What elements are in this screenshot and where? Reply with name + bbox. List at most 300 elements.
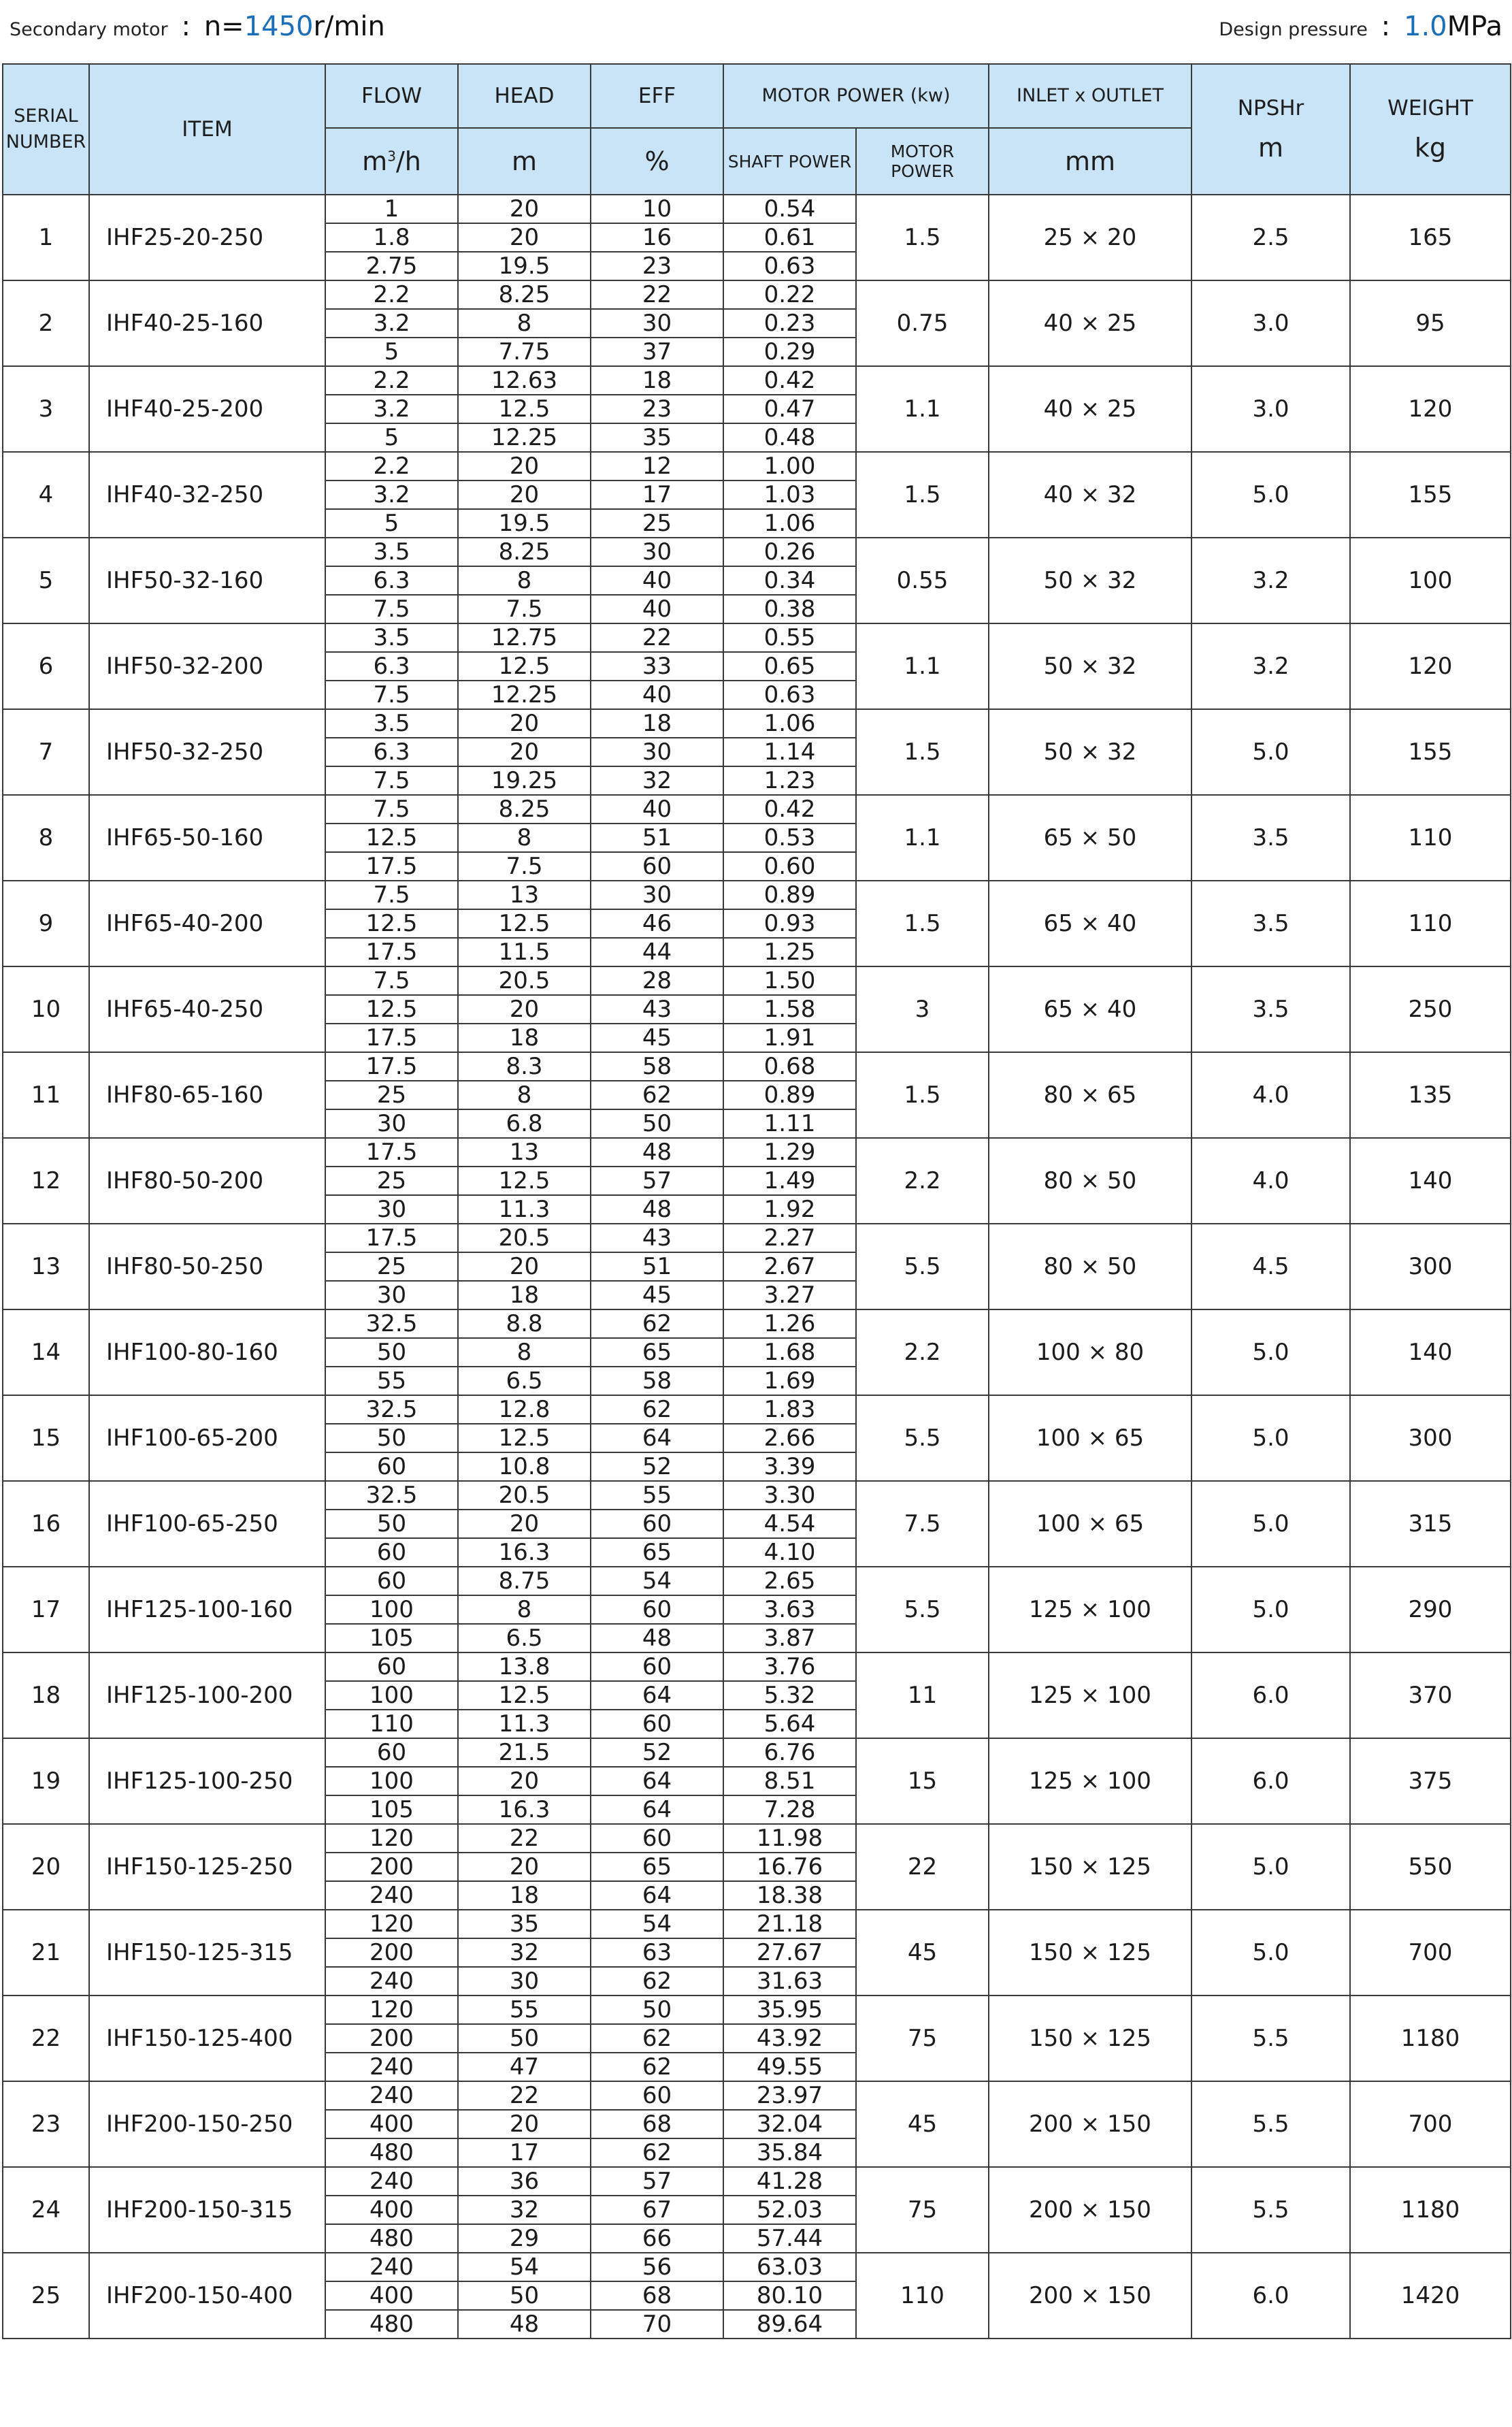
cell-head: 32	[458, 1938, 591, 1967]
cell-head: 20.5	[458, 1224, 591, 1252]
cell-motor-power: 7.5	[856, 1481, 989, 1567]
cell-head: 6.5	[458, 1367, 591, 1395]
cell-head: 19.5	[458, 252, 591, 280]
cell-head: 16.3	[458, 1538, 591, 1567]
cell-shaft-power: 0.38	[723, 595, 856, 623]
cell-inlet-outlet: 100 × 80	[989, 1309, 1191, 1395]
cell-weight: 155	[1350, 452, 1511, 538]
cell-head: 7.5	[458, 595, 591, 623]
table-row	[3, 1996, 1511, 2024]
cell-motor-power: 75	[856, 1996, 989, 2081]
cell-head: 12.5	[458, 395, 591, 423]
cell-weight: 315	[1350, 1481, 1511, 1567]
table-row	[3, 623, 1511, 652]
table-row	[3, 2081, 1511, 2110]
cell-npshr: 5.5	[1191, 1996, 1350, 2081]
cell-shaft-power: 3.87	[723, 1624, 856, 1652]
cell-shaft-power: 89.64	[723, 2310, 856, 2339]
cell-shaft-power: 3.39	[723, 1452, 856, 1481]
cell-head: 20	[458, 995, 591, 1024]
cell-shaft-power: 0.65	[723, 652, 856, 681]
cell-motor-power: 1.1	[856, 366, 989, 452]
cell-shaft-power: 3.76	[723, 1652, 856, 1681]
cell-eff: 51	[591, 824, 723, 852]
cell-serial-number: 8	[3, 795, 89, 881]
cell-serial-number: 7	[3, 709, 89, 795]
cell-inlet-outlet: 200 × 150	[989, 2253, 1191, 2339]
cell-item-model: IHF50-32-250	[89, 709, 325, 795]
cell-flow: 17.5	[325, 938, 458, 966]
table-row	[3, 1395, 1511, 1424]
cell-flow: 2.2	[325, 280, 458, 309]
cell-flow: 6.3	[325, 566, 458, 595]
cell-flow: 7.5	[325, 595, 458, 623]
cell-serial-number: 18	[3, 1652, 89, 1738]
design-pressure-label	[1219, 11, 1502, 42]
cell-eff: 28	[591, 966, 723, 995]
cell-flow: 3.2	[325, 480, 458, 509]
cell-shaft-power: 21.18	[723, 1910, 856, 1938]
cell-eff: 46	[591, 909, 723, 938]
pressure-unit: MPa	[1447, 11, 1502, 42]
cell-inlet-outlet: 200 × 150	[989, 2167, 1191, 2253]
cell-npshr: 5.5	[1191, 2167, 1350, 2253]
cell-flow: 100	[325, 1681, 458, 1710]
cell-weight: 550	[1350, 1824, 1511, 1910]
cell-head: 13	[458, 881, 591, 909]
cell-flow: 400	[325, 2196, 458, 2224]
table-row	[3, 1224, 1511, 1252]
cell-motor-power: 5.5	[856, 1224, 989, 1309]
cell-shaft-power: 1.50	[723, 966, 856, 995]
cell-eff: 64	[591, 1681, 723, 1710]
cell-weight: 700	[1350, 2081, 1511, 2167]
cell-head: 8	[458, 824, 591, 852]
cell-eff: 44	[591, 938, 723, 966]
cell-flow: 17.5	[325, 1024, 458, 1052]
cell-eff: 50	[591, 1109, 723, 1138]
cell-eff: 60	[591, 852, 723, 881]
cell-weight: 140	[1350, 1309, 1511, 1395]
cell-weight: 165	[1350, 195, 1511, 280]
cell-eff: 43	[591, 995, 723, 1024]
cell-motor-power: 2.2	[856, 1309, 989, 1395]
cell-flow: 17.5	[325, 1224, 458, 1252]
cell-flow: 240	[325, 1881, 458, 1910]
cell-serial-number: 2	[3, 280, 89, 366]
table-row	[3, 452, 1511, 480]
cell-eff: 65	[591, 1338, 723, 1367]
cell-flow: 25	[325, 1167, 458, 1195]
cell-shaft-power: 4.10	[723, 1538, 856, 1567]
cell-npshr: 4.0	[1191, 1052, 1350, 1138]
cell-head: 16.3	[458, 1795, 591, 1824]
cell-shaft-power: 0.63	[723, 252, 856, 280]
cell-inlet-outlet: 25 × 20	[989, 195, 1191, 280]
cell-flow: 5	[325, 338, 458, 366]
cell-item-model: IHF80-50-200	[89, 1138, 325, 1224]
cell-eff: 30	[591, 881, 723, 909]
cell-head: 11.3	[458, 1195, 591, 1224]
cell-head: 12.25	[458, 423, 591, 452]
cell-shaft-power: 35.84	[723, 2138, 856, 2167]
cell-item-model: IHF200-150-250	[89, 2081, 325, 2167]
header-weight	[1350, 64, 1511, 195]
cell-head: 20.5	[458, 966, 591, 995]
cell-serial-number: 20	[3, 1824, 89, 1910]
table-row	[3, 280, 1511, 309]
cell-head: 20	[458, 195, 591, 223]
cell-eff: 70	[591, 2310, 723, 2339]
cell-head: 8.8	[458, 1309, 591, 1338]
cell-inlet-outlet: 65 × 40	[989, 881, 1191, 966]
cell-shaft-power: 2.27	[723, 1224, 856, 1252]
cell-motor-power: 45	[856, 1910, 989, 1996]
cell-shaft-power: 1.06	[723, 509, 856, 538]
cell-motor-power: 2.2	[856, 1138, 989, 1224]
cell-flow: 105	[325, 1795, 458, 1824]
cell-motor-power: 5.5	[856, 1567, 989, 1652]
cell-shaft-power: 0.22	[723, 280, 856, 309]
cell-weight: 110	[1350, 795, 1511, 881]
cell-serial-number: 17	[3, 1567, 89, 1652]
cell-eff: 54	[591, 1910, 723, 1938]
cell-flow: 240	[325, 2253, 458, 2281]
cell-eff: 35	[591, 423, 723, 452]
cell-eff: 51	[591, 1252, 723, 1281]
cell-weight: 370	[1350, 1652, 1511, 1738]
cell-weight: 1180	[1350, 1996, 1511, 2081]
cell-item-model: IHF40-25-200	[89, 366, 325, 452]
table-row	[3, 2167, 1511, 2196]
cell-flow: 3.2	[325, 395, 458, 423]
cell-serial-number: 13	[3, 1224, 89, 1309]
cell-head: 7.5	[458, 852, 591, 881]
cell-motor-power: 110	[856, 2253, 989, 2339]
cell-npshr: 5.0	[1191, 452, 1350, 538]
cell-flow: 25	[325, 1081, 458, 1109]
table-row	[3, 881, 1511, 909]
cell-flow: 200	[325, 1853, 458, 1881]
table-row	[3, 195, 1511, 223]
cell-serial-number: 11	[3, 1052, 89, 1138]
table-row	[3, 366, 1511, 395]
cell-flow: 240	[325, 2167, 458, 2196]
cell-flow: 1	[325, 195, 458, 223]
cell-inlet-outlet: 80 × 65	[989, 1052, 1191, 1138]
cell-eff: 63	[591, 1938, 723, 1967]
cell-eff: 17	[591, 480, 723, 509]
cell-shaft-power: 0.89	[723, 881, 856, 909]
cell-npshr: 5.0	[1191, 1824, 1350, 1910]
motor-key: n=	[203, 11, 244, 42]
cell-eff: 18	[591, 366, 723, 395]
cell-eff: 64	[591, 1881, 723, 1910]
header-npshr	[1191, 64, 1350, 195]
cell-shaft-power: 0.29	[723, 338, 856, 366]
cell-item-model: IHF40-32-250	[89, 452, 325, 538]
cell-weight: 300	[1350, 1395, 1511, 1481]
cell-npshr: 5.0	[1191, 1481, 1350, 1567]
cell-flow: 240	[325, 2081, 458, 2110]
pump-spec-table	[2, 63, 1511, 2339]
cell-eff: 45	[591, 1024, 723, 1052]
cell-shaft-power: 5.64	[723, 1710, 856, 1738]
cell-npshr: 2.5	[1191, 195, 1350, 280]
cell-flow: 480	[325, 2224, 458, 2253]
cell-head: 30	[458, 1967, 591, 1996]
motor-label: Secondary motor	[10, 19, 168, 40]
cell-shaft-power: 16.76	[723, 1853, 856, 1881]
cell-motor-power: 1.5	[856, 195, 989, 280]
cell-eff: 45	[591, 1281, 723, 1309]
cell-eff: 30	[591, 738, 723, 766]
cell-shaft-power: 35.95	[723, 1996, 856, 2024]
cell-flow: 240	[325, 1967, 458, 1996]
cell-motor-power: 1.5	[856, 881, 989, 966]
cell-motor-power: 0.55	[856, 538, 989, 623]
cell-eff: 37	[591, 338, 723, 366]
cell-item-model: IHF200-150-315	[89, 2167, 325, 2253]
cell-npshr: 6.0	[1191, 1738, 1350, 1824]
cell-shaft-power: 5.32	[723, 1681, 856, 1710]
cell-eff: 58	[591, 1367, 723, 1395]
cell-item-model: IHF65-50-160	[89, 795, 325, 881]
cell-serial-number: 6	[3, 623, 89, 709]
table-row	[3, 1052, 1511, 1081]
cell-shaft-power: 0.26	[723, 538, 856, 566]
cell-eff: 48	[591, 1138, 723, 1167]
cell-npshr: 6.0	[1191, 1652, 1350, 1738]
cell-motor-power: 22	[856, 1824, 989, 1910]
cell-motor-power: 1.5	[856, 709, 989, 795]
cell-flow: 30	[325, 1109, 458, 1138]
cell-npshr: 3.2	[1191, 538, 1350, 623]
cell-flow: 55	[325, 1367, 458, 1395]
header-serial-number	[3, 64, 89, 195]
cell-eff: 52	[591, 1738, 723, 1767]
cell-shaft-power: 27.67	[723, 1938, 856, 1967]
table-header	[3, 64, 1511, 195]
cell-serial-number: 14	[3, 1309, 89, 1395]
cell-head: 20	[458, 738, 591, 766]
cell-eff: 60	[591, 1595, 723, 1624]
cell-weight: 250	[1350, 966, 1511, 1052]
flow-unit-sup: 3	[387, 148, 396, 165]
cell-shaft-power: 4.54	[723, 1510, 856, 1538]
cell-serial-number: 15	[3, 1395, 89, 1481]
cell-head: 48	[458, 2310, 591, 2339]
cell-eff: 40	[591, 595, 723, 623]
cell-eff: 48	[591, 1624, 723, 1652]
cell-head: 20	[458, 1767, 591, 1795]
cell-flow: 3.2	[325, 309, 458, 338]
cell-shaft-power: 1.58	[723, 995, 856, 1024]
cell-head: 54	[458, 2253, 591, 2281]
cell-flow: 60	[325, 1452, 458, 1481]
cell-shaft-power: 0.23	[723, 309, 856, 338]
cell-eff: 67	[591, 2196, 723, 2224]
cell-eff: 23	[591, 395, 723, 423]
cell-serial-number: 5	[3, 538, 89, 623]
cell-flow: 105	[325, 1624, 458, 1652]
cell-flow: 480	[325, 2138, 458, 2167]
header-serial-line1: SERIAL	[14, 105, 78, 127]
cell-eff: 62	[591, 1309, 723, 1338]
cell-item-model: IHF50-32-200	[89, 623, 325, 709]
cell-npshr: 3.5	[1191, 881, 1350, 966]
cell-item-model: IHF125-100-250	[89, 1738, 325, 1824]
cell-shaft-power: 1.23	[723, 766, 856, 795]
cell-item-model: IHF150-125-315	[89, 1910, 325, 1996]
cell-eff: 68	[591, 2281, 723, 2310]
cell-serial-number: 12	[3, 1138, 89, 1224]
cell-inlet-outlet: 150 × 125	[989, 1910, 1191, 1996]
header-flow: FLOW	[325, 64, 458, 128]
cell-flow: 200	[325, 1938, 458, 1967]
cell-head: 20	[458, 1252, 591, 1281]
cell-flow: 120	[325, 1996, 458, 2024]
cell-flow: 17.5	[325, 1138, 458, 1167]
cell-item-model: IHF100-80-160	[89, 1309, 325, 1395]
cell-eff: 54	[591, 1567, 723, 1595]
cell-head: 8.3	[458, 1052, 591, 1081]
cell-weight: 110	[1350, 881, 1511, 966]
cell-head: 7.75	[458, 338, 591, 366]
cell-eff: 62	[591, 2024, 723, 2053]
cell-shaft-power: 0.47	[723, 395, 856, 423]
header-head-unit: m	[458, 128, 591, 195]
cell-shaft-power: 0.89	[723, 1081, 856, 1109]
cell-head: 32	[458, 2196, 591, 2224]
cell-inlet-outlet: 40 × 32	[989, 452, 1191, 538]
cell-head: 29	[458, 2224, 591, 2253]
table-row	[3, 1738, 1511, 1767]
cell-shaft-power: 0.63	[723, 681, 856, 709]
cell-head: 19.5	[458, 509, 591, 538]
cell-head: 11.5	[458, 938, 591, 966]
cell-flow: 5	[325, 509, 458, 538]
cell-motor-power: 1.5	[856, 1052, 989, 1138]
cell-weight: 140	[1350, 1138, 1511, 1224]
cell-weight: 290	[1350, 1567, 1511, 1652]
cell-eff: 10	[591, 195, 723, 223]
cell-shaft-power: 63.03	[723, 2253, 856, 2281]
table-row	[3, 1138, 1511, 1167]
cell-flow: 200	[325, 2024, 458, 2053]
cell-inlet-outlet: 80 × 50	[989, 1224, 1191, 1309]
cell-weight: 95	[1350, 280, 1511, 366]
cell-flow: 400	[325, 2281, 458, 2310]
cell-serial-number: 19	[3, 1738, 89, 1824]
cell-motor-power: 1.1	[856, 795, 989, 881]
cell-weight: 120	[1350, 623, 1511, 709]
motor-unit: r/min	[313, 11, 385, 42]
cell-eff: 40	[591, 681, 723, 709]
cell-eff: 18	[591, 709, 723, 738]
cell-head: 20	[458, 1510, 591, 1538]
cell-shaft-power: 2.66	[723, 1424, 856, 1452]
cell-head: 22	[458, 2081, 591, 2110]
cell-head: 18	[458, 1881, 591, 1910]
cell-head: 20	[458, 709, 591, 738]
cell-flow: 240	[325, 2053, 458, 2081]
header-serial-line2: NUMBER	[5, 131, 86, 152]
cell-shaft-power: 1.29	[723, 1138, 856, 1167]
cell-eff: 62	[591, 2138, 723, 2167]
cell-eff: 25	[591, 509, 723, 538]
cell-item-model: IHF150-125-250	[89, 1824, 325, 1910]
cell-flow: 5	[325, 423, 458, 452]
cell-flow: 1.8	[325, 223, 458, 252]
cell-shaft-power: 1.91	[723, 1024, 856, 1052]
cell-inlet-outlet: 100 × 65	[989, 1481, 1191, 1567]
cell-item-model: IHF150-125-400	[89, 1996, 325, 2081]
cell-shaft-power: 1.14	[723, 738, 856, 766]
cell-head: 20	[458, 2110, 591, 2138]
cell-flow: 50	[325, 1510, 458, 1538]
cell-head: 10.8	[458, 1452, 591, 1481]
cell-motor-power: 45	[856, 2081, 989, 2167]
cell-flow: 3.5	[325, 623, 458, 652]
cell-eff: 62	[591, 1967, 723, 1996]
cell-flow: 2.2	[325, 366, 458, 395]
cell-head: 20	[458, 452, 591, 480]
motor-speed-label	[10, 11, 385, 42]
cell-eff: 66	[591, 2224, 723, 2253]
cell-flow: 400	[325, 2110, 458, 2138]
cell-head: 8.25	[458, 795, 591, 824]
cell-eff: 60	[591, 1710, 723, 1738]
pressure-value: 1.0	[1404, 11, 1447, 42]
colon: :	[181, 11, 191, 42]
cell-motor-power: 1.5	[856, 452, 989, 538]
header-motor-power-group: MOTOR POWER (kw)	[723, 64, 989, 128]
cell-npshr: 5.0	[1191, 1309, 1350, 1395]
cell-motor-power: 5.5	[856, 1395, 989, 1481]
header-weight-unit: kg	[1414, 133, 1447, 163]
cell-head: 8.25	[458, 538, 591, 566]
header-eff: EFF	[591, 64, 723, 128]
cell-serial-number: 23	[3, 2081, 89, 2167]
cell-flow: 120	[325, 1910, 458, 1938]
cell-eff: 60	[591, 1824, 723, 1853]
cell-inlet-outlet: 80 × 50	[989, 1138, 1191, 1224]
cell-flow: 12.5	[325, 909, 458, 938]
cell-serial-number: 22	[3, 1996, 89, 2081]
cell-serial-number: 4	[3, 452, 89, 538]
cell-inlet-outlet: 40 × 25	[989, 366, 1191, 452]
cell-motor-power: 1.1	[856, 623, 989, 709]
cell-shaft-power: 23.97	[723, 2081, 856, 2110]
cell-eff: 65	[591, 1538, 723, 1567]
header-inlet-unit: mm	[989, 128, 1191, 195]
cell-weight: 700	[1350, 1910, 1511, 1996]
cell-shaft-power: 0.34	[723, 566, 856, 595]
cell-inlet-outlet: 125 × 100	[989, 1738, 1191, 1824]
cell-eff: 40	[591, 566, 723, 595]
cell-flow: 50	[325, 1424, 458, 1452]
cell-weight: 1180	[1350, 2167, 1511, 2253]
cell-serial-number: 21	[3, 1910, 89, 1996]
cell-shaft-power: 1.06	[723, 709, 856, 738]
cell-flow: 30	[325, 1281, 458, 1309]
cell-shaft-power: 1.03	[723, 480, 856, 509]
cell-shaft-power: 1.49	[723, 1167, 856, 1195]
cell-flow: 60	[325, 1538, 458, 1567]
cell-shaft-power: 32.04	[723, 2110, 856, 2138]
cell-shaft-power: 1.69	[723, 1367, 856, 1395]
